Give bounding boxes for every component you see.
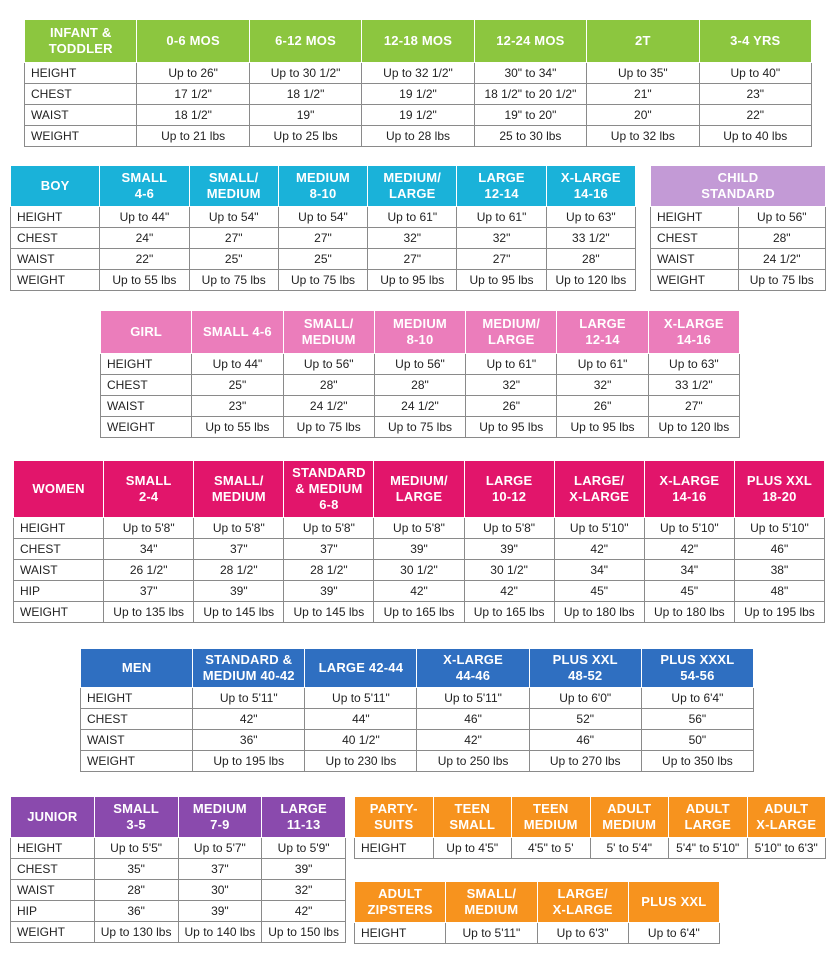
size-value: Up to 350 lbs bbox=[641, 751, 753, 772]
table-row bbox=[11, 922, 346, 943]
size-value: Up to 61" bbox=[466, 354, 557, 375]
table-row bbox=[11, 207, 636, 228]
size-value: Up to 5'8" bbox=[284, 518, 374, 539]
row-label: WAIST bbox=[25, 105, 137, 126]
header-row bbox=[14, 461, 825, 518]
size-header: PLUS XXXL 54-56 bbox=[641, 649, 753, 688]
size-header: LARGE 42-44 bbox=[305, 649, 417, 688]
table-row bbox=[101, 396, 740, 417]
size-value: Up to 150 lbs bbox=[262, 922, 346, 943]
size-value: Up to 95 lbs bbox=[557, 417, 648, 438]
size-value: Up to 28 lbs bbox=[362, 126, 474, 147]
table-row bbox=[11, 901, 346, 922]
size-value: 42" bbox=[644, 539, 734, 560]
size-value: 22" bbox=[699, 105, 811, 126]
size-value: Up to 5'8" bbox=[104, 518, 194, 539]
size-value: 28 1/2" bbox=[284, 560, 374, 581]
size-value: Up to 5'7" bbox=[178, 838, 262, 859]
size-value: Up to 5'10" bbox=[734, 518, 824, 539]
size-header: PLUS XXL 18-20 bbox=[734, 461, 824, 518]
size-value: Up to 5'11" bbox=[305, 688, 417, 709]
header-row bbox=[101, 311, 740, 354]
table-row bbox=[14, 560, 825, 581]
row-label: CHEST bbox=[11, 859, 95, 880]
size-header: MEDIUM 7-9 bbox=[178, 797, 262, 838]
size-value: Up to 165 lbs bbox=[374, 602, 464, 623]
size-value: Up to 180 lbs bbox=[644, 602, 734, 623]
size-value: Up to 21 lbs bbox=[137, 126, 249, 147]
size-value: Up to 145 lbs bbox=[194, 602, 284, 623]
category-header: WOMEN bbox=[14, 461, 104, 518]
size-value: Up to 5'9" bbox=[262, 838, 346, 859]
size-value: 32" bbox=[368, 228, 457, 249]
size-value: 46" bbox=[417, 709, 529, 730]
size-value: Up to 75 lbs bbox=[738, 270, 826, 291]
table-row bbox=[25, 63, 812, 84]
size-header: STANDARD & MEDIUM 40-42 bbox=[193, 649, 305, 688]
size-header: MEDIUM 8-10 bbox=[374, 311, 465, 354]
size-value: 37" bbox=[284, 539, 374, 560]
size-value: 28" bbox=[738, 228, 826, 249]
size-value: Up to 63" bbox=[546, 207, 635, 228]
row-label: WEIGHT bbox=[651, 270, 739, 291]
men-size-chart bbox=[80, 648, 754, 772]
table-row bbox=[101, 375, 740, 396]
row-label: WAIST bbox=[11, 249, 100, 270]
size-value: 52" bbox=[529, 709, 641, 730]
size-value: 32" bbox=[262, 880, 346, 901]
row-label: HEIGHT bbox=[14, 518, 104, 539]
table-row bbox=[651, 207, 826, 228]
size-value: Up to 44" bbox=[100, 207, 189, 228]
size-value: 26" bbox=[466, 396, 557, 417]
size-value: 18 1/2" bbox=[249, 84, 361, 105]
table-row bbox=[11, 880, 346, 901]
size-value: Up to 195 lbs bbox=[193, 751, 305, 772]
size-header: PLUS XXL 48-52 bbox=[529, 649, 641, 688]
size-value: 38" bbox=[734, 560, 824, 581]
size-value: Up to 54" bbox=[278, 207, 367, 228]
table-row bbox=[14, 539, 825, 560]
size-value: 42" bbox=[464, 581, 554, 602]
size-value: Up to 195 lbs bbox=[734, 602, 824, 623]
size-value: 39" bbox=[284, 581, 374, 602]
table-row bbox=[11, 270, 636, 291]
size-value: Up to 5'10" bbox=[644, 518, 734, 539]
size-value: 24 1/2" bbox=[738, 249, 826, 270]
row-label: CHEST bbox=[14, 539, 104, 560]
size-value: Up to 250 lbs bbox=[417, 751, 529, 772]
size-value: 39" bbox=[194, 581, 284, 602]
table-row bbox=[14, 581, 825, 602]
table-row bbox=[11, 859, 346, 880]
size-header: ADULT X-LARGE bbox=[747, 797, 826, 838]
table-row bbox=[651, 249, 826, 270]
size-value: Up to 32 1/2" bbox=[362, 63, 474, 84]
size-value: 32" bbox=[557, 375, 648, 396]
size-value: 39" bbox=[374, 539, 464, 560]
size-value: Up to 5'8" bbox=[194, 518, 284, 539]
size-value: Up to 95 lbs bbox=[368, 270, 457, 291]
size-value: Up to 55 lbs bbox=[192, 417, 283, 438]
row-label: HEIGHT bbox=[355, 923, 446, 944]
table-row bbox=[11, 249, 636, 270]
size-value: 44" bbox=[305, 709, 417, 730]
table-row bbox=[101, 417, 740, 438]
size-value: 39" bbox=[464, 539, 554, 560]
size-value: 37" bbox=[194, 539, 284, 560]
size-value: Up to 270 lbs bbox=[529, 751, 641, 772]
table-row bbox=[11, 838, 346, 859]
size-value: Up to 26" bbox=[137, 63, 249, 84]
size-value: 42" bbox=[374, 581, 464, 602]
size-value: Up to 54" bbox=[189, 207, 278, 228]
size-value: 26" bbox=[557, 396, 648, 417]
size-value: Up to 61" bbox=[557, 354, 648, 375]
size-value: 27" bbox=[648, 396, 739, 417]
size-value: Up to 145 lbs bbox=[284, 602, 374, 623]
size-header: SMALL 4-6 bbox=[100, 166, 189, 207]
size-value: 24" bbox=[100, 228, 189, 249]
category-header: PARTY- SUITS bbox=[355, 797, 434, 838]
row-label: WEIGHT bbox=[14, 602, 104, 623]
size-value: Up to 63" bbox=[648, 354, 739, 375]
size-value: 40 1/2" bbox=[305, 730, 417, 751]
size-value: 25" bbox=[192, 375, 283, 396]
size-value: Up to 5'8" bbox=[464, 518, 554, 539]
size-header: X-LARGE 14-16 bbox=[644, 461, 734, 518]
size-value: 22" bbox=[100, 249, 189, 270]
size-header: LARGE/ X-LARGE bbox=[554, 461, 644, 518]
size-value: 46" bbox=[529, 730, 641, 751]
size-header: 12-24 MOS bbox=[474, 20, 586, 63]
size-value: 30 1/2" bbox=[464, 560, 554, 581]
size-value: Up to 6'0" bbox=[529, 688, 641, 709]
size-value: 19 1/2" bbox=[362, 105, 474, 126]
junior-size-chart bbox=[10, 796, 346, 943]
size-value: 33 1/2" bbox=[546, 228, 635, 249]
size-header: SMALL/ MEDIUM bbox=[446, 882, 537, 923]
row-label: HEIGHT bbox=[25, 63, 137, 84]
category-header: MEN bbox=[81, 649, 193, 688]
size-value: 42" bbox=[262, 901, 346, 922]
row-label: WEIGHT bbox=[11, 922, 95, 943]
size-value: 26 1/2" bbox=[104, 560, 194, 581]
infant-toddler-size-chart bbox=[24, 19, 812, 147]
row-label: CHEST bbox=[11, 228, 100, 249]
size-value: 5' to 5'4" bbox=[590, 838, 669, 859]
size-header: MEDIUM/ LARGE bbox=[368, 166, 457, 207]
size-header: MEDIUM 8-10 bbox=[278, 166, 367, 207]
size-value: 37" bbox=[178, 859, 262, 880]
row-label: CHEST bbox=[651, 228, 739, 249]
row-label: WAIST bbox=[101, 396, 192, 417]
size-value: 25" bbox=[189, 249, 278, 270]
row-label: HIP bbox=[14, 581, 104, 602]
row-label: HEIGHT bbox=[355, 838, 434, 859]
row-label: WEIGHT bbox=[101, 417, 192, 438]
size-value: 24 1/2" bbox=[374, 396, 465, 417]
size-value: Up to 5'11" bbox=[446, 923, 537, 944]
size-value: Up to 25 lbs bbox=[249, 126, 361, 147]
size-value: Up to 32 lbs bbox=[587, 126, 699, 147]
row-label: HEIGHT bbox=[651, 207, 739, 228]
table-row bbox=[81, 709, 754, 730]
size-value: 48" bbox=[734, 581, 824, 602]
size-value: Up to 5'11" bbox=[417, 688, 529, 709]
size-value: 39" bbox=[262, 859, 346, 880]
size-value: 19" bbox=[249, 105, 361, 126]
table-row bbox=[355, 838, 826, 859]
size-value: 36" bbox=[94, 901, 178, 922]
size-value: Up to 230 lbs bbox=[305, 751, 417, 772]
size-header: MEDIUM/ LARGE bbox=[374, 461, 464, 518]
row-label: CHEST bbox=[101, 375, 192, 396]
adult-zipsters-size-chart bbox=[354, 881, 720, 944]
size-header: SMALL 2-4 bbox=[104, 461, 194, 518]
size-value: 27" bbox=[368, 249, 457, 270]
header-row bbox=[81, 649, 754, 688]
row-label: HEIGHT bbox=[101, 354, 192, 375]
size-header: 2T bbox=[587, 20, 699, 63]
table-row bbox=[14, 518, 825, 539]
size-value: Up to 35" bbox=[587, 63, 699, 84]
size-header: 0-6 MOS bbox=[137, 20, 249, 63]
size-value: 34" bbox=[554, 560, 644, 581]
table-row bbox=[651, 228, 826, 249]
table-row bbox=[355, 923, 720, 944]
boy-size-chart bbox=[10, 165, 636, 291]
category-header: GIRL bbox=[101, 311, 192, 354]
size-value: Up to 6'3" bbox=[537, 923, 628, 944]
row-label: CHEST bbox=[81, 709, 193, 730]
size-value: Up to 6'4" bbox=[628, 923, 719, 944]
size-value: Up to 6'4" bbox=[641, 688, 753, 709]
size-value: 42" bbox=[417, 730, 529, 751]
size-value: 28" bbox=[374, 375, 465, 396]
size-value: 32" bbox=[466, 375, 557, 396]
size-header: PLUS XXL bbox=[628, 882, 719, 923]
size-value: Up to 140 lbs bbox=[178, 922, 262, 943]
size-value: 20" bbox=[587, 105, 699, 126]
size-value: 25" bbox=[278, 249, 367, 270]
size-header: 12-18 MOS bbox=[362, 20, 474, 63]
size-value: Up to 75 lbs bbox=[278, 270, 367, 291]
size-header: X-LARGE 14-16 bbox=[648, 311, 739, 354]
size-value: 18 1/2" to 20 1/2" bbox=[474, 84, 586, 105]
size-value: Up to 5'10" bbox=[554, 518, 644, 539]
size-header: SMALL/ MEDIUM bbox=[189, 166, 278, 207]
size-value: Up to 4'5" bbox=[433, 838, 512, 859]
table-row bbox=[25, 126, 812, 147]
size-header: ADULT MEDIUM bbox=[590, 797, 669, 838]
size-header: LARGE 10-12 bbox=[464, 461, 554, 518]
size-header: LARGE 12-14 bbox=[557, 311, 648, 354]
header-row bbox=[25, 20, 812, 63]
size-value: 27" bbox=[457, 249, 546, 270]
table-row bbox=[25, 105, 812, 126]
size-value: 37" bbox=[104, 581, 194, 602]
size-value: 27" bbox=[189, 228, 278, 249]
row-label: WAIST bbox=[81, 730, 193, 751]
table-row bbox=[101, 354, 740, 375]
size-value: 23" bbox=[699, 84, 811, 105]
size-value: Up to 95 lbs bbox=[466, 417, 557, 438]
size-header: LARGE 11-13 bbox=[262, 797, 346, 838]
size-value: Up to 56" bbox=[283, 354, 374, 375]
category-header: ADULT ZIPSTERS bbox=[355, 882, 446, 923]
size-value: 33 1/2" bbox=[648, 375, 739, 396]
category-header: JUNIOR bbox=[11, 797, 95, 838]
size-value: 46" bbox=[734, 539, 824, 560]
size-value: 30 1/2" bbox=[374, 560, 464, 581]
size-value: 34" bbox=[644, 560, 734, 581]
row-label: WAIST bbox=[11, 880, 95, 901]
size-value: Up to 120 lbs bbox=[546, 270, 635, 291]
size-header: 3-4 YRS bbox=[699, 20, 811, 63]
row-label: WEIGHT bbox=[25, 126, 137, 147]
size-value: 30" to 34" bbox=[474, 63, 586, 84]
row-label: HEIGHT bbox=[11, 207, 100, 228]
size-value: 28" bbox=[546, 249, 635, 270]
size-header: LARGE 12-14 bbox=[457, 166, 546, 207]
row-label: CHEST bbox=[25, 84, 137, 105]
row-label: HEIGHT bbox=[81, 688, 193, 709]
size-value: 30" bbox=[178, 880, 262, 901]
girl-size-chart bbox=[100, 310, 740, 438]
size-value: 4'5" to 5' bbox=[512, 838, 591, 859]
size-value: Up to 130 lbs bbox=[94, 922, 178, 943]
size-header: LARGE/ X-LARGE bbox=[537, 882, 628, 923]
table-row bbox=[25, 84, 812, 105]
size-value: Up to 44" bbox=[192, 354, 283, 375]
category-header: CHILD STANDARD bbox=[651, 166, 826, 207]
size-value: 50" bbox=[641, 730, 753, 751]
size-header: ADULT LARGE bbox=[669, 797, 748, 838]
header-row bbox=[651, 166, 826, 207]
table-row bbox=[81, 688, 754, 709]
size-header: SMALL/ MEDIUM bbox=[283, 311, 374, 354]
size-header: SMALL/ MEDIUM bbox=[194, 461, 284, 518]
size-header: X-LARGE 44-46 bbox=[417, 649, 529, 688]
size-value: 5'10" to 6'3" bbox=[747, 838, 826, 859]
size-value: Up to 40" bbox=[699, 63, 811, 84]
row-label: HIP bbox=[11, 901, 95, 922]
size-value: Up to 55 lbs bbox=[100, 270, 189, 291]
size-value: 56" bbox=[641, 709, 753, 730]
row-label: WEIGHT bbox=[11, 270, 100, 291]
size-value: 28" bbox=[283, 375, 374, 396]
row-label: WAIST bbox=[651, 249, 739, 270]
size-value: Up to 56" bbox=[374, 354, 465, 375]
size-value: Up to 165 lbs bbox=[464, 602, 554, 623]
size-value: 24 1/2" bbox=[283, 396, 374, 417]
size-value: Up to 75 lbs bbox=[189, 270, 278, 291]
size-value: 19 1/2" bbox=[362, 84, 474, 105]
size-header: TEEN SMALL bbox=[433, 797, 512, 838]
size-value: 21" bbox=[587, 84, 699, 105]
size-header: STANDARD & MEDIUM 6-8 bbox=[284, 461, 374, 518]
table-row bbox=[81, 730, 754, 751]
size-value: 45" bbox=[554, 581, 644, 602]
size-value: 34" bbox=[104, 539, 194, 560]
row-label: HEIGHT bbox=[11, 838, 95, 859]
size-value: Up to 56" bbox=[738, 207, 826, 228]
header-row bbox=[355, 882, 720, 923]
size-value: 28" bbox=[94, 880, 178, 901]
size-value: Up to 75 lbs bbox=[374, 417, 465, 438]
size-value: 17 1/2" bbox=[137, 84, 249, 105]
size-value: 27" bbox=[278, 228, 367, 249]
table-row bbox=[651, 270, 826, 291]
size-value: Up to 61" bbox=[368, 207, 457, 228]
row-label: WEIGHT bbox=[81, 751, 193, 772]
table-row bbox=[14, 602, 825, 623]
size-value: 32" bbox=[457, 228, 546, 249]
size-value: 42" bbox=[193, 709, 305, 730]
child-standard-size-chart bbox=[650, 165, 826, 291]
table-row bbox=[81, 751, 754, 772]
size-value: Up to 61" bbox=[457, 207, 546, 228]
size-value: Up to 30 1/2" bbox=[249, 63, 361, 84]
size-value: 5'4" to 5'10" bbox=[669, 838, 748, 859]
size-value: 28 1/2" bbox=[194, 560, 284, 581]
size-value: 25 to 30 lbs bbox=[474, 126, 586, 147]
category-header: BOY bbox=[11, 166, 100, 207]
size-value: 23" bbox=[192, 396, 283, 417]
size-value: Up to 40 lbs bbox=[699, 126, 811, 147]
size-value: 19" to 20" bbox=[474, 105, 586, 126]
size-header: X-LARGE 14-16 bbox=[546, 166, 635, 207]
header-row bbox=[11, 166, 636, 207]
size-header: TEEN MEDIUM bbox=[512, 797, 591, 838]
header-row bbox=[11, 797, 346, 838]
size-value: 45" bbox=[644, 581, 734, 602]
size-value: Up to 95 lbs bbox=[457, 270, 546, 291]
size-value: Up to 5'11" bbox=[193, 688, 305, 709]
size-value: Up to 135 lbs bbox=[104, 602, 194, 623]
header-row bbox=[355, 797, 826, 838]
size-header: SMALL 4-6 bbox=[192, 311, 283, 354]
category-header: INFANT & TODDLER bbox=[25, 20, 137, 63]
size-value: Up to 120 lbs bbox=[648, 417, 739, 438]
size-value: Up to 180 lbs bbox=[554, 602, 644, 623]
size-value: Up to 75 lbs bbox=[283, 417, 374, 438]
size-value: 42" bbox=[554, 539, 644, 560]
size-value: 35" bbox=[94, 859, 178, 880]
size-value: Up to 5'8" bbox=[374, 518, 464, 539]
size-header: SMALL 3-5 bbox=[94, 797, 178, 838]
table-row bbox=[11, 228, 636, 249]
row-label: WAIST bbox=[14, 560, 104, 581]
size-value: 18 1/2" bbox=[137, 105, 249, 126]
women-size-chart bbox=[13, 460, 825, 623]
size-value: 36" bbox=[193, 730, 305, 751]
size-header: 6-12 MOS bbox=[249, 20, 361, 63]
size-header: MEDIUM/ LARGE bbox=[466, 311, 557, 354]
party-suits-size-chart bbox=[354, 796, 826, 859]
size-value: 39" bbox=[178, 901, 262, 922]
size-value: Up to 5'5" bbox=[94, 838, 178, 859]
